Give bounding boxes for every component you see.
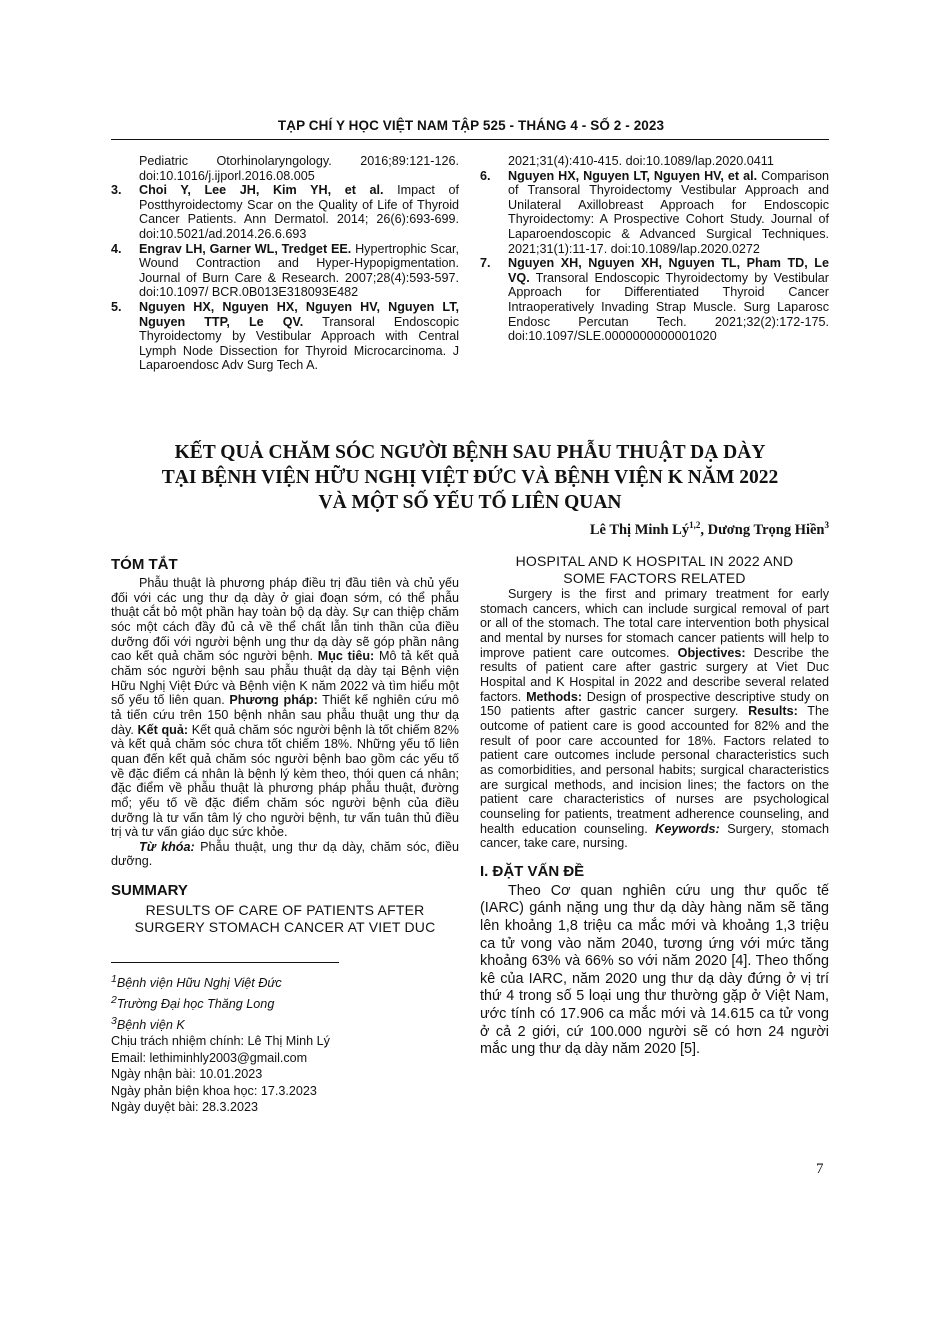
reference-text: Transoral Endoscopic Thyroidectomy by Vestibular Approach for Differentiated Thyroid Cancer Intraoperatively Invading Strap Muscle. Surg Laparosc Endosc Percutan Tech. 2021;32(2):172-175. doi:10.1097/SLE.0000000000001020 — [508, 270, 829, 344]
affiliation-footnote — [111, 971, 459, 992]
footnote-marker: 2 — [111, 993, 117, 1006]
email-line: Email: lethiminhly2003@gmail.com — [111, 1050, 308, 1065]
reference-authors: Nguyen XH, Nguyen XH, Nguyen TL, Pham TD, Le VQ. — [508, 256, 829, 285]
article-title-line: TẠI BỆNH VIỆN HỮU NGHỊ VIỆT ĐỨC VÀ BỆNH VIỆN K NĂM 2022 — [161, 467, 779, 488]
reference-number: 7. — [480, 256, 491, 271]
abstract-paragraph — [111, 576, 459, 840]
summary-title-line: RESULTS OF CARE OF PATIENTS AFTER — [145, 902, 425, 919]
author-name: Lê Thị Minh Lý — [589, 521, 690, 538]
journal-header: TẠP CHÍ Y HỌC VIỆT NAM TẬP 525 - THÁNG 4 - SỐ 2 - 2023 — [277, 118, 665, 133]
affiliation-text: Bệnh viện K — [116, 1017, 185, 1032]
summary-label: Results: — [748, 704, 798, 719]
keywords-label: Keywords: — [655, 821, 720, 836]
reference-item — [480, 169, 829, 257]
references-right — [480, 154, 829, 344]
reference-text: Transoral Endoscopic Thyroidectomy by Vestibular Approach with Central Lymph Node Dissection for Thyroid Microcarcinoma. J Laparoendosc Adv Surg Tech A. — [139, 314, 459, 373]
author-name: Dương Trọng Hiền — [707, 521, 825, 538]
reference-authors: Nguyen HX, Nguyen HX, Nguyen HV, Nguyen LT, Nguyen TTP, Le QV. — [139, 299, 459, 329]
reference-text: Impact of Postthyroidectomy Scar on the Quality of Life of Thyroid Cancer Patients. Ann Dermatol. 2014; 26(6):693-699. doi:10.5021/ad.2014.26.6.693 — [139, 183, 459, 241]
reference-item — [480, 154, 829, 169]
summary-text: Design of prospective descriptive study on 150 patients after gastric cancer surgery. — [480, 689, 830, 719]
article-authors — [590, 520, 829, 539]
keywords-text: Phẫu thuật, ung thư dạ dày, chăm sóc, điều dưỡng. — [111, 839, 459, 869]
left-column — [111, 556, 459, 1116]
footnote-marker: 3 — [111, 1014, 117, 1027]
summary-title-line: HOSPITAL AND K HOSPITAL IN 2022 AND — [515, 553, 794, 569]
abstract-text: Phẫu thuật là phương pháp điều trị đầu tiên và chủ yếu đối với các ung thư dạ dày ở giai đoạn sớm, có thể phẫu thuật cắt bỏ một phần hay toàn bộ dạ dày. Sự can thiệp chăm sóc một cách đầy đủ cả về thể chất lẫn tinh thần của điều dưỡng đối với người bệnh ung thư dạ dày sẽ góp phần nâng cao kết quả chăm sóc người bệnh. — [111, 576, 459, 664]
article-title-line: KẾT QUẢ CHĂM SÓC NGƯỜI BỆNH SAU PHẪU THUẬT DẠ DÀY — [174, 442, 766, 463]
reference-text: Comparison of Transoral Thyroidectomy Vestibular Approach and Unilateral Axillobreast Approach for Endoscopic Thyroidectomy: A Prospective Cohort Study. Journal of Laparoendoscopic & Advanced Surgical Techniques. 2021;31(1):11-17. doi:10.1089/lap.2020.0272 — [508, 168, 829, 256]
abstract-text: Kết quả chăm sóc người bệnh là tốt chiếm 82% và kết quả chăm sóc chưa tốt chiếm 18%. Những yếu tố liên quan đến kết quả chăm sóc người bệnh bao gồm các yếu tố về đặc điểm cá nhân là bệnh lý kèm theo, thói quen cá nhân; đặc điểm về phẫu thuật là phương pháp phẫu thuật, đường mổ; yếu tố về đặc điểm chăm sóc người bệnh của điều dưỡng là tư vấn tâm lý cho người bệnh, tư vấn tuân thủ điều trị và tư vấn giáo dục sức khỏe. — [111, 722, 459, 840]
right-column — [480, 553, 829, 1059]
keywords-paragraph — [111, 840, 459, 869]
author-affiliation-marker: 3 — [824, 520, 829, 530]
affiliation-text: Trường Đại học Thăng Long — [116, 997, 275, 1011]
summary-heading: SUMMARY — [111, 882, 188, 900]
reference-authors: Choi Y, Lee JH, Kim YH, et al. — [139, 183, 384, 198]
reference-text: 2021;31(4):410-415. doi:10.1089/lap.2020.0411 — [508, 154, 774, 168]
reference-item — [111, 242, 459, 300]
summary-title-line: SOME FACTORS RELATED — [563, 570, 746, 586]
reference-text: Hypertrophic Scar, Wound Contraction and Hyper-Hypopigmentation. Journal of Burn Care & Research. 2007;28(4):593-597. doi:10.1097/ BCR.0B013E318093E482 — [139, 241, 460, 300]
abstract-label: Kết quả: — [137, 722, 189, 737]
reference-item — [111, 183, 459, 241]
corresponding-author: Chịu trách nhiệm chính: Lê Thị Minh Lý — [111, 1034, 330, 1049]
affiliation-footnote — [111, 1013, 459, 1034]
summary-title-line: SURGERY STOMACH CANCER AT VIET DUC — [134, 919, 436, 936]
summary-text: Describe the results of patient care after gastric surgery at Viet Duc Hospital and K Hospital in 2022 and describe several related factors. — [480, 645, 829, 704]
article-title — [111, 440, 829, 515]
summary-paragraph — [480, 587, 829, 851]
summary-label: Methods: — [526, 689, 583, 704]
reference-number: 3. — [111, 183, 122, 198]
accepted-date: Ngày duyệt bài: 28.3.2023 — [111, 1100, 259, 1115]
received-date: Ngày nhận bài: 10.01.2023 — [111, 1067, 263, 1082]
author-affiliation-marker: 1,2 — [689, 520, 701, 530]
keywords-label: Từ khóa: — [139, 839, 195, 854]
reference-authors: Engrav LH, Garner WL, Tredget EE. — [139, 241, 352, 256]
summary-text: The outcome of patient care is good accounted for 82% and the result of poor care accounted for 18%. Factors related to patient care outcomes include personal characteristics such as comorbidities, and personal habits; surgical characteristics are surgical methods, and incision lines; the factors on the patient care characteristics of nurses are psychological counseling for patients, treatment adherence counseling, and health education counseling. — [480, 704, 829, 836]
header-rule — [111, 139, 829, 140]
keywords-text: Surgery, stomach cancer, take care, nursing. — [480, 821, 829, 851]
article-title-line: VÀ MỘT SỐ YẾU TỐ LIÊN QUAN — [318, 492, 622, 513]
reference-number: 6. — [480, 168, 491, 183]
page-number: 7 — [816, 1161, 824, 1177]
author-separator: , — [700, 521, 708, 538]
reference-item — [111, 300, 459, 373]
introduction-paragraph: Theo Cơ quan nghiên cứu ung thư quốc tế (IARC) gánh nặng ung thư dạ dày hàng năm sẽ tăng lên khoảng 1,8 triệu ca mắc mới và khoảng 1,3 triệu ca tử vong vào năm 2040, tương ứng với mức tăng khoảng 63% và 66% so với năm 2020 [4]. Theo thống kê của IARC, năm 2020 ung thư dạ dày đứng ở vị trí thứ 4 trong số 5 loại ung thư thường gặp ở Việt Nam, ước tính có 17.906 ca mắc mới và 14.615 ca tử vong ở cả 2 giới, cứ 100.000 người sẽ có hơn 24 người mắc ung thư dạ dày năm 2020 [5]. — [480, 882, 829, 1058]
summary-text: Surgery is the first and primary treatment for early stomach cancers, which can include surgical removal of part or all of the stomach. The total care intervention both physical and mental by nurses for stomach cancer patients will help to improve patient care outcomes. — [480, 587, 829, 660]
reference-item — [111, 154, 459, 183]
reference-text: Pediatric Otorhinolaryngology. 2016;89:121-126. doi:10.1016/j.ijporl.2016.08.005 — [139, 154, 459, 183]
abstract-label: Phương pháp: — [229, 693, 318, 708]
affiliation-text: Bệnh viện Hữu Nghị Việt Đức — [116, 976, 282, 991]
reference-number: 4. — [111, 241, 122, 256]
footnotes — [111, 971, 459, 1116]
abstract-text: Mô tả kết quả chăm sóc người bệnh sau phẫu thuật dạ dày tại Bệnh viện Hữu Nghị Việt Đức và Bệnh viện K năm 2022 và tìm hiểu một số yếu tố liên quan. — [111, 649, 459, 708]
reference-authors: Nguyen HX, Nguyen LT, Nguyen HV, et al. — [508, 168, 758, 183]
references-left — [111, 154, 459, 373]
reference-number: 5. — [111, 299, 122, 314]
abstract-label: Mục tiêu: — [317, 649, 375, 664]
abstract-heading: TÓM TẮT — [111, 556, 178, 573]
summary-label: Objectives: — [677, 645, 746, 660]
affiliation-footnote — [111, 992, 459, 1013]
footnote-rule — [111, 962, 339, 963]
reviewed-date: Ngày phản biện khoa học: 17.3.2023 — [111, 1083, 317, 1098]
reference-item — [480, 256, 829, 344]
introduction-heading: I. ĐẶT VẤN ĐỀ — [480, 862, 585, 880]
footnote-marker: 1 — [111, 973, 117, 986]
abstract-text: Thiết kế nghiên cứu mô tả tiến cứu trên 150 bệnh nhân sau phẫu thuật ung thư dạ dày. — [111, 693, 459, 737]
